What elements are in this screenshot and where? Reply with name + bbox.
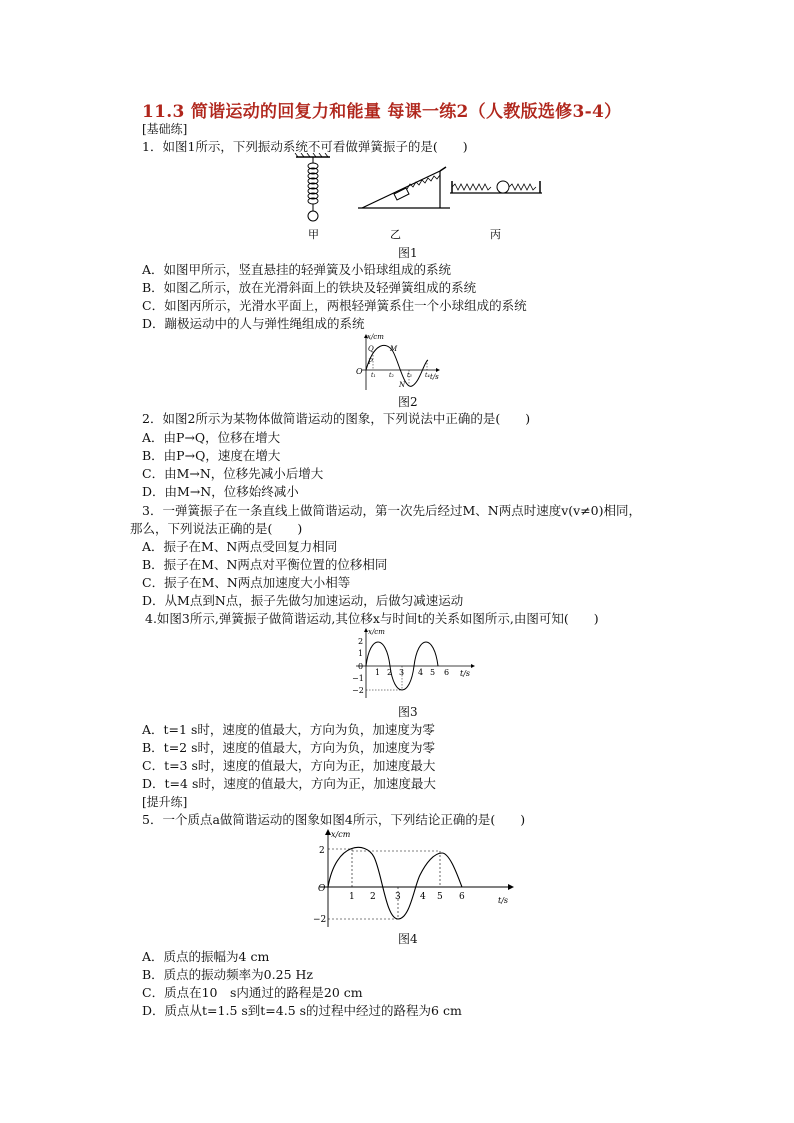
figure-3-caption: 图3 — [398, 705, 418, 719]
q1-stem: 1．如图1所示，下列振动系统不可看做弹簧振子的是( ) — [142, 139, 468, 154]
fig3-xtick-6: 6 — [444, 668, 450, 677]
fig2-point-q: Q — [368, 345, 374, 353]
page-title: 11.3 简谐运动的回复力和能量 每课一练2（人教版选修3-4） — [142, 102, 622, 122]
q1-option-b: B．如图乙所示，放在光滑斜面上的铁块及轻弹簧组成的系统 — [142, 280, 477, 295]
fig2-ylabel: x/cm — [367, 333, 384, 341]
fig3-ytick-0: 0 — [358, 662, 364, 671]
fig1-label-bing: 丙 — [490, 228, 501, 241]
figure-3 — [344, 626, 480, 700]
q5-option-d: D．质点从t=1.5 s到t=4.5 s的过程中经过的路程为6 cm — [142, 1003, 462, 1018]
figure-4 — [312, 827, 518, 929]
q3-option-c: C．振子在M、N两点加速度大小相等 — [142, 575, 351, 590]
fig3-ytick-2: 2 — [358, 637, 364, 646]
figure-2-caption: 图2 — [398, 395, 418, 409]
fig2-xlabel: t/s — [430, 373, 439, 381]
q2-option-d: D．由M→N，位移始终减小 — [142, 484, 299, 499]
fig3-ytick-neg2: −2 — [352, 686, 364, 695]
q2-option-a: A．由P→Q，位移在增大 — [142, 430, 281, 445]
figure-1-caption: 图1 — [398, 246, 418, 260]
fig3-xtick-5: 5 — [430, 668, 436, 677]
fig3-xtick-4: 4 — [418, 668, 424, 677]
fig2-tick-t2: t₂ — [389, 372, 394, 379]
fig3-ylabel: x/cm — [368, 628, 385, 636]
q4-option-a: A．t=1 s时，速度的值最大，方向为负，加速度为零 — [142, 722, 435, 737]
fig4-xtick-3: 3 — [395, 892, 401, 902]
q2-option-c: C．由M→N，位移先减小后增大 — [142, 466, 324, 481]
fig1-jia — [295, 153, 330, 241]
fig4-xtick-6: 6 — [459, 892, 465, 902]
figure-2 — [352, 332, 444, 392]
q1-option-a: A．如图甲所示，竖直悬挂的轻弹簧及小铅球组成的系统 — [142, 262, 452, 277]
fig4-ytick-2: 2 — [319, 846, 325, 856]
q3-option-b: B．振子在M、N两点对平衡位置的位移相同 — [142, 557, 388, 572]
fig2-point-m: M — [390, 345, 398, 353]
fig3-ytick-neg1: −1 — [352, 674, 364, 683]
fig3-xtick-2: 2 — [387, 668, 393, 677]
q1-option-c: C．如图丙所示，光滑水平面上，两根轻弹簧系住一个小球组成的系统 — [142, 298, 527, 313]
q3-option-d: D．从M点到N点，振子先做匀加速运动，后做匀减速运动 — [142, 593, 464, 608]
fig4-origin: O — [318, 884, 326, 894]
q5-option-a: A．质点的振幅为4 cm — [142, 949, 270, 964]
q4-option-d: D．t=4 s时，速度的值最大，方向为正，加速度最大 — [142, 776, 436, 791]
fig4-xtick-2: 2 — [370, 892, 376, 902]
q5-option-b: B．质点的振动频率为0.25 Hz — [142, 967, 313, 982]
fig3-xlabel: t/s — [460, 669, 471, 678]
figure-1 — [290, 153, 550, 243]
q3-option-a: A．振子在M、N两点受回复力相同 — [142, 539, 338, 554]
q3-stem-line1: 3．一弹簧振子在一条直线上做简谐运动，第一次先后经过M、N两点时速度v(v≠0)相同， — [142, 503, 641, 518]
fig2-origin: O — [356, 367, 363, 376]
q4-option-b: B．t=2 s时，速度的值最大，方向为负，加速度为零 — [142, 740, 436, 755]
q1-option-d: D．蹦极运动中的人与弹性绳组成的系统 — [142, 316, 365, 331]
fig3-xtick-1: 1 — [375, 668, 381, 677]
q4-option-c: C．t=3 s时，速度的值最大，方向为正，加速度最大 — [142, 758, 436, 773]
fig3-ytick-1: 1 — [358, 649, 364, 658]
fig4-ylabel: x/cm — [331, 830, 351, 839]
fig2-tick-t3: t₃ — [407, 372, 412, 379]
fig2-point-p: P — [368, 358, 373, 366]
fig1-yi — [358, 167, 450, 241]
fig2-tick-t1: t₁ — [371, 372, 376, 379]
figure-4-caption: 图4 — [398, 932, 418, 946]
q2-option-b: B．由P→Q，速度在增大 — [142, 448, 281, 463]
fig4-ytick-neg2: −2 — [313, 915, 327, 925]
q5-stem: 5．一个质点a做简谐运动的图象如图4所示，下列结论正确的是( ) — [142, 812, 526, 827]
section-basic: [基础练] — [142, 122, 188, 136]
fig4-xlabel: t/s — [498, 896, 509, 905]
fig4-xtick-1: 1 — [349, 892, 355, 902]
fig2-tick-t4: t₄ — [425, 372, 430, 379]
fig2-point-n: N — [399, 381, 406, 389]
fig1-label-jia: 甲 — [308, 228, 319, 241]
fig3-xtick-3: 3 — [399, 668, 405, 677]
q4-stem: 4.如图3所示,弹簧振子做简谐运动,其位移x与时间t的关系如图所示,由图可知( ) — [145, 611, 599, 626]
fig4-xtick-5: 5 — [437, 892, 443, 902]
q5-option-c: C．质点在10 s内通过的路程是20 cm — [142, 985, 363, 1000]
q3-stem-line2: 那么，下列说法正确的是( ) — [130, 521, 303, 536]
section-advanced: [提升练] — [142, 795, 188, 809]
fig1-label-yi: 乙 — [390, 228, 401, 241]
fig1-bing — [450, 181, 542, 241]
q2-stem: 2．如图2所示为某物体做简谐运动的图象，下列说法中正确的是( ) — [142, 411, 531, 426]
fig4-xtick-4: 4 — [420, 892, 426, 902]
